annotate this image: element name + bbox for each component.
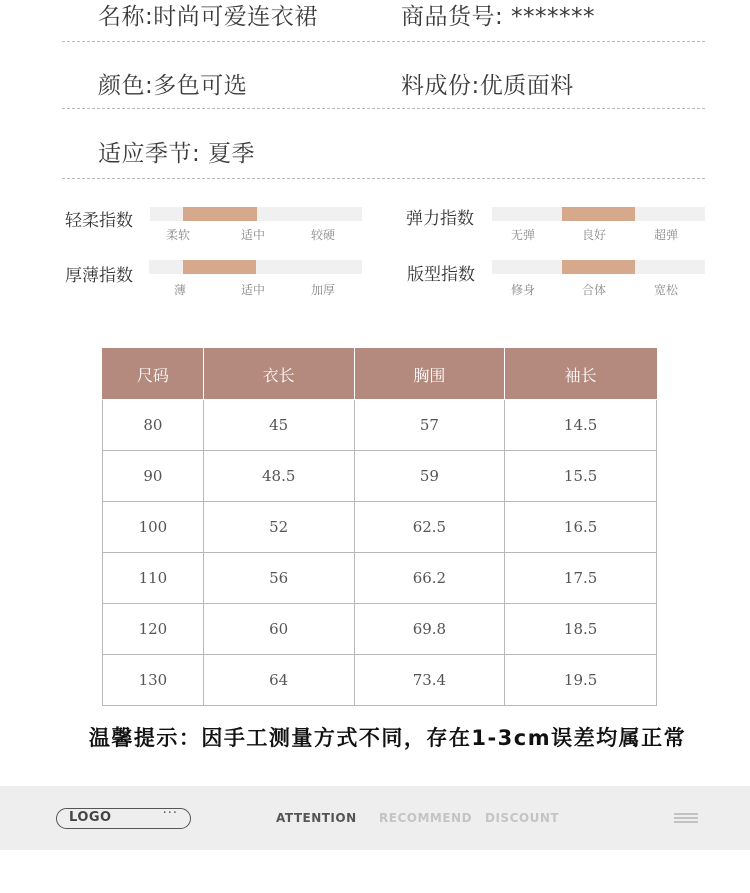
index-tick: 薄 [173,283,187,297]
index-tick: 良好 [581,228,607,242]
index-bar-fill [562,260,635,274]
header-sleeve: 袖长 [505,349,657,400]
index-tick: 无弹 [510,228,536,242]
cell-length: 52 [203,502,354,553]
index-bar-fill [183,260,256,274]
cell-size: 90 [103,451,204,502]
size-table [102,348,657,706]
cell-bust: 66.2 [354,553,505,604]
more-dots-icon: ··· [162,806,178,821]
menu-icon[interactable] [674,813,698,823]
nav-discount[interactable]: DISCOUNT [485,811,560,825]
table-row [103,655,657,706]
index-label: 轻柔指数 [65,211,133,231]
product-material: 料成份:优质面料 [401,73,574,99]
cell-bust: 73.4 [354,655,505,706]
cell-sleeve: 18.5 [505,604,657,655]
index-bar-fill [562,207,635,221]
divider [62,108,705,109]
cell-sleeve: 17.5 [505,553,657,604]
table-row [103,400,657,451]
cell-length: 56 [203,553,354,604]
logo-button[interactable] [56,808,191,829]
table-row [103,502,657,553]
index-tick: 合体 [581,283,607,297]
index-tick: 宽松 [653,283,679,297]
table-row [103,553,657,604]
index-tick: 适中 [240,283,266,297]
nav-recommend[interactable]: RECOMMEND [379,811,473,825]
index-bar-track [150,207,362,221]
divider [62,41,705,42]
index-tick: 加厚 [310,283,336,297]
index-tick: 修身 [510,283,536,297]
cell-length: 60 [203,604,354,655]
product-season: 适应季节: 夏季 [98,141,256,167]
index-bar-track [149,260,362,274]
logo: LOGO [69,810,112,825]
index-bar-fill [183,207,256,221]
header-length: 衣长 [203,349,354,400]
header-size: 尺码 [103,349,204,400]
index-label: 厚薄指数 [65,266,133,286]
cell-length: 48.5 [203,451,354,502]
index-bar-track [492,207,705,221]
size-table-header [103,349,657,400]
cell-size: 100 [103,502,204,553]
product-name: 名称:时尚可爱连衣裙 [98,4,318,30]
index-tick: 较硬 [310,228,336,242]
footer-bar [0,786,750,850]
table-row [103,451,657,502]
divider [62,178,705,179]
cell-bust: 57 [354,400,505,451]
product-sku: 商品货号: ******* [401,4,596,30]
cell-bust: 62.5 [354,502,505,553]
cell-bust: 69.8 [354,604,505,655]
cell-sleeve: 15.5 [505,451,657,502]
cell-bust: 59 [354,451,505,502]
index-bar-track [492,260,705,274]
cell-length: 45 [203,400,354,451]
index-label: 弹力指数 [406,209,474,229]
product-color: 颜色:多色可选 [98,73,248,99]
cell-sleeve: 16.5 [505,502,657,553]
index-label: 版型指数 [407,265,475,285]
table-row [103,604,657,655]
cell-size: 110 [103,553,204,604]
measurement-tip: 温馨提示：因手工测量方式不同，存在1-3cm误差均属正常 [88,726,687,750]
cell-size: 80 [103,400,204,451]
nav-attention[interactable]: ATTENTION [276,811,357,825]
index-tick: 适中 [240,228,266,242]
cell-size: 130 [103,655,204,706]
index-tick: 超弹 [653,228,679,242]
header-bust: 胸围 [354,349,505,400]
cell-sleeve: 19.5 [505,655,657,706]
cell-sleeve: 14.5 [505,400,657,451]
index-tick: 柔软 [165,228,191,242]
cell-length: 64 [203,655,354,706]
cell-size: 120 [103,604,204,655]
